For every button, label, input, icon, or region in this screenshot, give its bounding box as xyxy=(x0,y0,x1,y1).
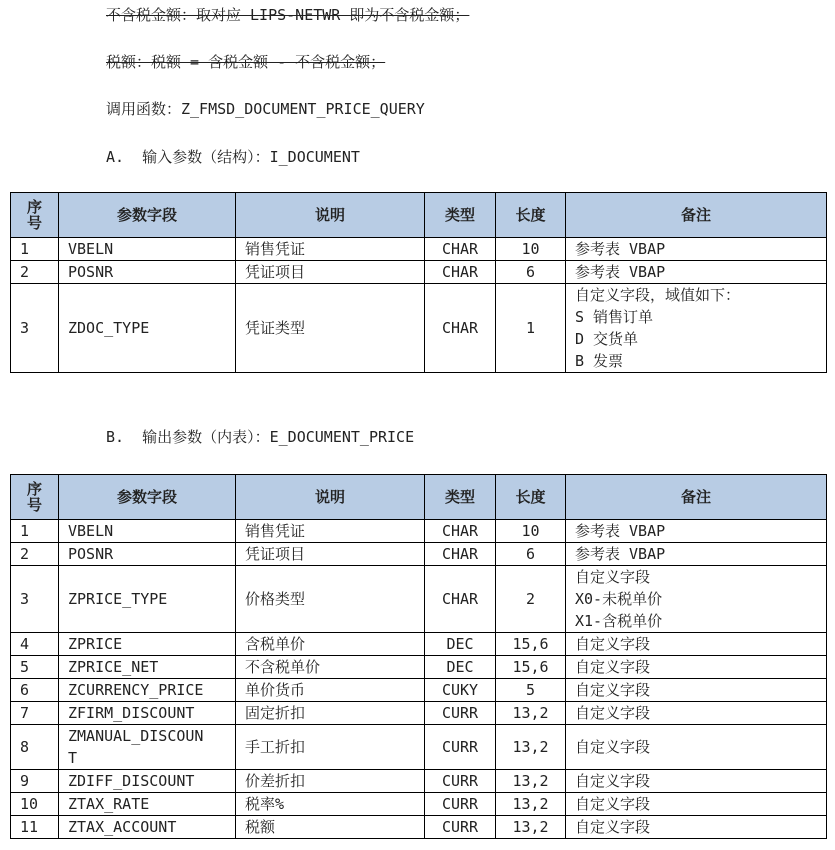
cell-type: CURR xyxy=(425,725,496,770)
cell-field: ZMANUAL_DISCOUN T xyxy=(59,725,236,770)
cell-len: 15,6 xyxy=(496,656,566,679)
cell-len: 13,2 xyxy=(496,816,566,839)
cell-no: 3 xyxy=(11,566,59,633)
cell-no: 2 xyxy=(11,543,59,566)
cell-type: CHAR xyxy=(425,543,496,566)
cell-field: ZPRICE_TYPE xyxy=(59,566,236,633)
cell-type: CURR xyxy=(425,770,496,793)
cell-len: 13,2 xyxy=(496,702,566,725)
section-a-heading: A. 输入参数（结构）：I_DOCUMENT xyxy=(106,148,360,166)
header-note: 备注 xyxy=(566,475,827,520)
cell-note: 参考表 VBAP xyxy=(566,261,827,284)
cell-no: 6 xyxy=(11,679,59,702)
cell-len: 10 xyxy=(496,520,566,543)
cell-type: CHAR xyxy=(425,566,496,633)
table-row xyxy=(11,656,827,679)
cell-note: 参考表 VBAP xyxy=(566,238,827,261)
cell-note: 自定义字段 xyxy=(566,633,827,656)
cell-field: ZTAX_ACCOUNT xyxy=(59,816,236,839)
table-row xyxy=(11,725,827,770)
cell-type: CHAR xyxy=(425,520,496,543)
table-row xyxy=(11,261,827,284)
cell-field: ZPRICE_NET xyxy=(59,656,236,679)
cell-desc: 固定折扣 xyxy=(236,702,425,725)
cell-field: POSNR xyxy=(59,543,236,566)
cell-len: 10 xyxy=(496,238,566,261)
cell-len: 5 xyxy=(496,679,566,702)
table-header-row xyxy=(11,475,827,520)
cell-type: DEC xyxy=(425,633,496,656)
cell-len: 6 xyxy=(496,261,566,284)
header-field: 参数字段 xyxy=(59,475,236,520)
output-parameter-table xyxy=(10,474,827,839)
cell-desc: 凭证类型 xyxy=(236,284,425,373)
cell-desc: 凭证项目 xyxy=(236,261,425,284)
cell-desc: 不含税单价 xyxy=(236,656,425,679)
table-row xyxy=(11,543,827,566)
cell-desc: 手工折扣 xyxy=(236,725,425,770)
header-no: 序 号 xyxy=(11,193,59,238)
section-b-heading: B. 输出参数（内表）：E_DOCUMENT_PRICE xyxy=(106,428,415,446)
struck-line-net-amount: 不含税金额：取对应 LIPS-NETWR 即为不含税金额； xyxy=(106,6,470,24)
cell-note: 自定义字段 xyxy=(566,725,827,770)
cell-len: 13,2 xyxy=(496,793,566,816)
header-type: 类型 xyxy=(425,193,496,238)
cell-desc: 价格类型 xyxy=(236,566,425,633)
cell-note: 自定义字段 xyxy=(566,770,827,793)
function-name-line: 调用函数：Z_FMSD_DOCUMENT_PRICE_QUERY xyxy=(106,100,425,118)
cell-note: 自定义字段 X0-未税单价 X1-含税单价 xyxy=(566,566,827,633)
cell-type: CUKY xyxy=(425,679,496,702)
cell-type: CURR xyxy=(425,816,496,839)
table-row xyxy=(11,566,827,633)
cell-no: 8 xyxy=(11,725,59,770)
table-row xyxy=(11,633,827,656)
cell-note: 自定义字段 xyxy=(566,702,827,725)
table-row xyxy=(11,793,827,816)
cell-no: 10 xyxy=(11,793,59,816)
cell-field: POSNR xyxy=(59,261,236,284)
cell-desc: 税额 xyxy=(236,816,425,839)
cell-field: VBELN xyxy=(59,238,236,261)
table-header-row xyxy=(11,193,827,238)
cell-note: 自定义字段，域值如下： S 销售订单 D 交货单 B 发票 xyxy=(566,284,827,373)
cell-no: 3 xyxy=(11,284,59,373)
cell-note: 自定义字段 xyxy=(566,679,827,702)
cell-field: ZTAX_RATE xyxy=(59,793,236,816)
cell-type: CHAR xyxy=(425,261,496,284)
cell-no: 4 xyxy=(11,633,59,656)
cell-desc: 销售凭证 xyxy=(236,238,425,261)
struck-line-tax-amount: 税额：税额 = 含税金额 - 不含税金额； xyxy=(106,53,386,71)
cell-field: ZDOC_TYPE xyxy=(59,284,236,373)
cell-no: 1 xyxy=(11,238,59,261)
header-len: 长度 xyxy=(496,193,566,238)
header-note: 备注 xyxy=(566,193,827,238)
cell-field: ZFIRM_DISCOUNT xyxy=(59,702,236,725)
cell-type: CHAR xyxy=(425,238,496,261)
table-row xyxy=(11,702,827,725)
cell-len: 13,2 xyxy=(496,770,566,793)
header-type: 类型 xyxy=(425,475,496,520)
cell-no: 5 xyxy=(11,656,59,679)
cell-type: CURR xyxy=(425,702,496,725)
cell-desc: 税率% xyxy=(236,793,425,816)
table-row xyxy=(11,679,827,702)
header-desc: 说明 xyxy=(236,193,425,238)
header-len: 长度 xyxy=(496,475,566,520)
cell-len: 1 xyxy=(496,284,566,373)
cell-note: 参考表 VBAP xyxy=(566,543,827,566)
cell-no: 9 xyxy=(11,770,59,793)
table-row xyxy=(11,238,827,261)
cell-desc: 凭证项目 xyxy=(236,543,425,566)
header-desc: 说明 xyxy=(236,475,425,520)
table-row xyxy=(11,284,827,373)
cell-type: CHAR xyxy=(425,284,496,373)
cell-note: 自定义字段 xyxy=(566,793,827,816)
cell-no: 1 xyxy=(11,520,59,543)
table-row xyxy=(11,520,827,543)
cell-no: 2 xyxy=(11,261,59,284)
cell-note: 自定义字段 xyxy=(566,816,827,839)
cell-len: 13,2 xyxy=(496,725,566,770)
table-row xyxy=(11,770,827,793)
cell-desc: 销售凭证 xyxy=(236,520,425,543)
cell-field: ZCURRENCY_PRICE xyxy=(59,679,236,702)
cell-type: CURR xyxy=(425,793,496,816)
cell-desc: 含税单价 xyxy=(236,633,425,656)
cell-note: 自定义字段 xyxy=(566,656,827,679)
header-field: 参数字段 xyxy=(59,193,236,238)
cell-type: DEC xyxy=(425,656,496,679)
cell-len: 15,6 xyxy=(496,633,566,656)
table-row xyxy=(11,816,827,839)
cell-field: VBELN xyxy=(59,520,236,543)
cell-field: ZDIFF_DISCOUNT xyxy=(59,770,236,793)
header-no: 序 号 xyxy=(11,475,59,520)
cell-no: 7 xyxy=(11,702,59,725)
cell-desc: 价差折扣 xyxy=(236,770,425,793)
cell-len: 6 xyxy=(496,543,566,566)
input-parameter-table xyxy=(10,192,827,373)
cell-desc: 单价货币 xyxy=(236,679,425,702)
cell-no: 11 xyxy=(11,816,59,839)
cell-note: 参考表 VBAP xyxy=(566,520,827,543)
cell-field: ZPRICE xyxy=(59,633,236,656)
cell-len: 2 xyxy=(496,566,566,633)
